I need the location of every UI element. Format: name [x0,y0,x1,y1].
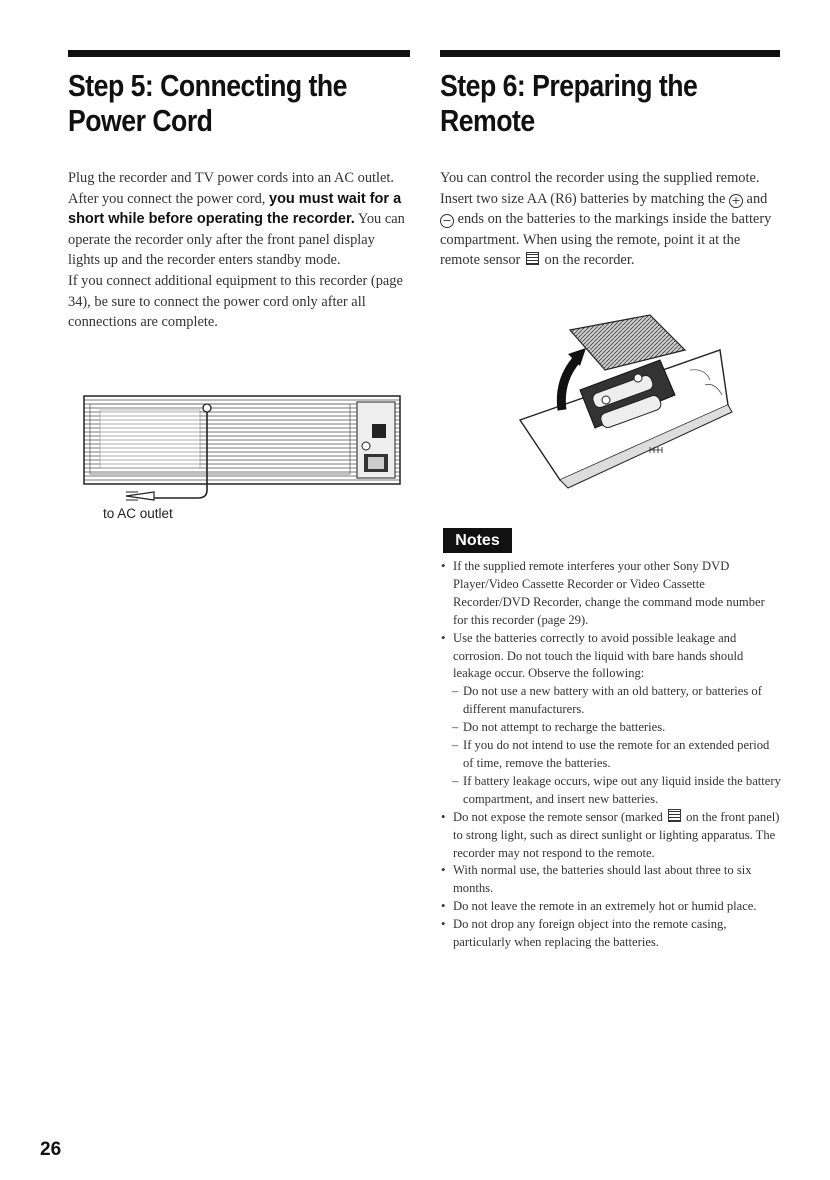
step5-paragraph-1 [68,168,410,271]
step5-section [68,50,410,333]
note-item: • If the supplied remote interferes your other Sony DVD Player/Video Cassette Recorder or Video Cassette Recorder/DVD Recorder, change the command mode number for this recorder (page 29). [440,558,782,630]
remote-battery-illustration [510,310,735,490]
step6-section [440,50,780,271]
note-sub-item: – Do not use a new battery with an old battery, or batteries of different manufacturers. [440,683,782,719]
note-sub-item: – If you do not intend to use the remote for an extended period of time, remove the batteries. [440,737,782,773]
note-sub-item: – If battery leakage occurs, wipe out any liquid inside the battery compartment, and insert new batteries. [440,773,782,809]
ac-outlet-label: to AC outlet [103,506,173,521]
notes-list [440,558,782,952]
remote-sensor-icon [526,252,539,265]
recorder-rear-panel-illustration [82,394,402,524]
step5-body [68,168,410,333]
plug-arrow-icon [126,492,154,500]
notes-badge: Notes [443,528,512,553]
remote-sensor-icon [668,809,681,822]
battery-cover [570,315,685,370]
step5-title-line2: Power Cord [68,103,213,138]
step5-title [68,68,362,138]
section-rule [68,50,410,57]
minus-icon: − [440,214,454,228]
step6-body [440,168,780,271]
text-run: ends on the batteries to the markings inside the battery compartment. When using the remote, point it at the remote sensor [440,211,772,269]
step5-title-line1: Step 5: Connecting the [68,68,347,103]
connector-icon [372,424,386,438]
text-run: Do not expose the remote sensor (marked [453,809,666,824]
note-sub-item: – Do not attempt to recharge the batteries. [440,719,782,737]
text-run: and [742,190,768,207]
text-run: You can control the recorder using the supplied remote. Insert two size AA (R6) batteries by matching the [440,170,760,207]
note-item: • Do not drop any foreign object into the remote casing, particularly when replacing the batteries. [440,916,782,952]
step5-paragraph-2: If you connect additional equipment to this recorder (page 34), be sure to connect the power cord only after all connections are complete. [68,272,403,331]
step6-title-line1: Step 6: Preparing the [440,68,698,103]
step6-paragraph-1 [440,168,780,271]
text-run: on the front panel) to strong light, such as direct sunlight or lighting apparatus. The recorder may not respond to the remote. [453,809,780,860]
section-rule [440,50,780,57]
text-run: You can operate the recorder only after the front panel display lights up and the recorder enters standby mode. [68,211,405,269]
note-item: • Use the batteries correctly to avoid possible leakage and corrosion. Do not touch the liquid with bare hands should leakage occur. Observe the following: [440,630,782,684]
text-run: Plug the recorder and TV power cords into an AC outlet. After you connect the power cord, [68,170,394,207]
bold-warning: you must wait for a short while before operating the recorder. [68,190,402,228]
note-item: • With normal use, the batteries should last about three to six months. [440,862,782,898]
note-item: • Do not leave the remote in an extremely hot or humid place. [440,898,782,916]
text-run: on the recorder. [540,252,635,269]
step6-title [440,68,732,138]
plus-icon: + [729,194,743,208]
note-item [440,809,782,863]
page-number: 26 [40,1139,62,1160]
step6-title-line2: Remote [440,103,535,138]
